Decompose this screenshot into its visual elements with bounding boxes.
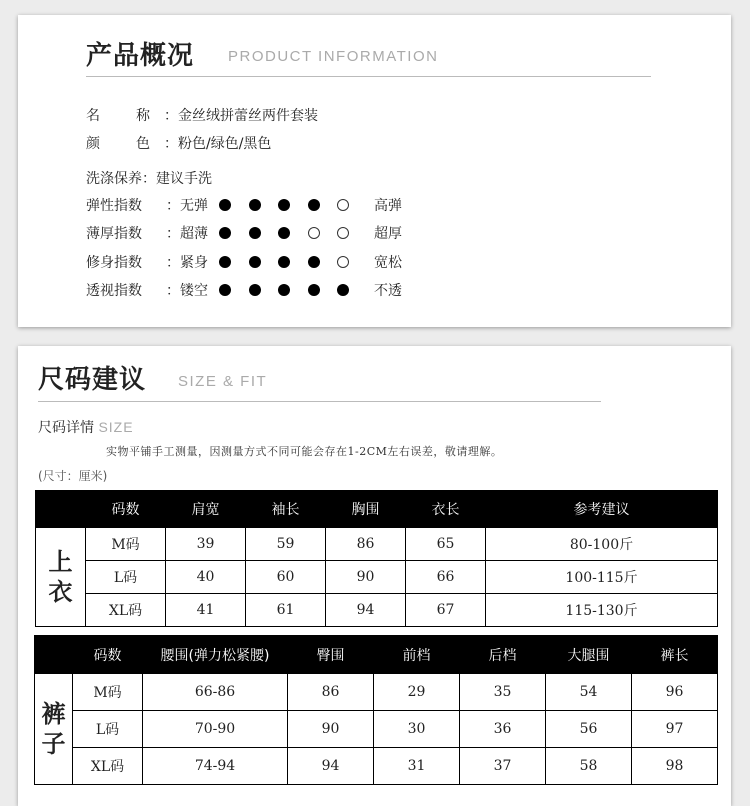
column-header: 衣长 bbox=[406, 491, 486, 528]
overview-divider bbox=[86, 76, 651, 77]
filled-dot-icon bbox=[308, 284, 320, 296]
color-label: 颜 色 bbox=[86, 136, 150, 152]
size-label-cell: M码 bbox=[86, 528, 166, 561]
column-header: 码数 bbox=[73, 636, 143, 674]
filled-dot-icon bbox=[308, 199, 320, 211]
table-row bbox=[35, 711, 718, 748]
column-header: 袖长 bbox=[246, 491, 326, 528]
empty-dot-icon bbox=[337, 256, 349, 268]
color-row bbox=[86, 134, 271, 154]
table-cell: 61 bbox=[246, 594, 326, 627]
table-cell: 56 bbox=[546, 711, 632, 748]
index-high-label: 超厚 bbox=[374, 226, 402, 242]
name-value: ：金丝绒拼蕾丝两件套装 bbox=[164, 108, 318, 124]
filled-dot-icon bbox=[249, 227, 261, 239]
table-cell: 60 bbox=[246, 561, 326, 594]
empty-dot-icon bbox=[337, 227, 349, 239]
index-low-label: ：无弹 bbox=[166, 198, 208, 214]
overview-title: 产品概况 bbox=[86, 41, 195, 71]
table-cell: 90 bbox=[326, 561, 406, 594]
table-cell: 31 bbox=[374, 748, 460, 785]
filled-dot-icon bbox=[249, 256, 261, 268]
name-label: 名 称 bbox=[86, 108, 150, 124]
filled-dot-icon bbox=[219, 199, 231, 211]
table-cell: 94 bbox=[326, 594, 406, 627]
size-label-cell: XL码 bbox=[86, 594, 166, 627]
size-detail-heading bbox=[38, 417, 134, 437]
size-label-cell: M码 bbox=[73, 674, 143, 711]
table-cell: 66-86 bbox=[143, 674, 288, 711]
column-header: 胸围 bbox=[326, 491, 406, 528]
filled-dot-icon bbox=[308, 256, 320, 268]
column-header: 臀围 bbox=[288, 636, 374, 674]
size-label-cell: XL码 bbox=[73, 748, 143, 785]
pants-size-table bbox=[34, 635, 718, 785]
table-cell: 66 bbox=[406, 561, 486, 594]
filled-dot-icon bbox=[249, 284, 261, 296]
category-label: 上 衣 bbox=[36, 528, 86, 627]
size-card bbox=[18, 346, 731, 806]
filled-dot-icon bbox=[278, 284, 290, 296]
table-cell: 41 bbox=[166, 594, 246, 627]
size-detail-cn: 尺码详情 bbox=[38, 420, 94, 436]
color-value: ：粉色/绿色/黑色 bbox=[164, 136, 272, 152]
filled-dot-icon bbox=[337, 284, 349, 296]
table-cell: 65 bbox=[406, 528, 486, 561]
table-cell: 86 bbox=[288, 674, 374, 711]
index-low-label: ：超薄 bbox=[166, 226, 208, 242]
table-row bbox=[35, 748, 718, 785]
filled-dot-icon bbox=[278, 227, 290, 239]
index-label: 修身指数 bbox=[86, 255, 142, 271]
column-header: 参考建议 bbox=[486, 491, 718, 528]
column-header: 肩宽 bbox=[166, 491, 246, 528]
index-label: 透视指数 bbox=[86, 283, 142, 299]
top-size-table bbox=[35, 490, 718, 627]
table-row bbox=[36, 561, 718, 594]
measurement-note: 实物平铺手工测量，因测量方式不同可能会存在1-2CM左右误差，敬请理解。 bbox=[106, 445, 503, 458]
table-cell: 36 bbox=[460, 711, 546, 748]
table-cell: 67 bbox=[406, 594, 486, 627]
table-cell: 86 bbox=[326, 528, 406, 561]
filled-dot-icon bbox=[219, 256, 231, 268]
index-low-label: ：镂空 bbox=[166, 283, 208, 299]
filled-dot-icon bbox=[219, 227, 231, 239]
table-cell: 29 bbox=[374, 674, 460, 711]
size-label-cell: L码 bbox=[73, 711, 143, 748]
filled-dot-icon bbox=[219, 284, 231, 296]
table-cell: 74-94 bbox=[143, 748, 288, 785]
column-header: 后档 bbox=[460, 636, 546, 674]
table-cell: 35 bbox=[460, 674, 546, 711]
filled-dot-icon bbox=[249, 199, 261, 211]
empty-dot-icon bbox=[308, 227, 320, 239]
header-corner bbox=[35, 636, 73, 674]
wash-label: 洗涤保养 bbox=[86, 171, 142, 187]
wash-row bbox=[86, 169, 212, 189]
filled-dot-icon bbox=[278, 256, 290, 268]
index-label: 弹性指数 bbox=[86, 198, 142, 214]
size-label-cell: L码 bbox=[86, 561, 166, 594]
table-header-row bbox=[36, 491, 718, 528]
table-cell: 115-130斤 bbox=[486, 594, 718, 627]
overview-title-en: PRODUCT INFORMATION bbox=[228, 48, 439, 65]
table-cell: 80-100斤 bbox=[486, 528, 718, 561]
table-cell: 70-90 bbox=[143, 711, 288, 748]
empty-dot-icon bbox=[337, 199, 349, 211]
product-overview-card bbox=[18, 15, 731, 327]
index-high-label: 宽松 bbox=[374, 255, 402, 271]
column-header: 大腿围 bbox=[546, 636, 632, 674]
index-high-label: 高弹 bbox=[374, 198, 402, 214]
name-row bbox=[86, 106, 318, 126]
table-cell: 30 bbox=[374, 711, 460, 748]
wash-value: ：建议手洗 bbox=[142, 171, 212, 187]
table-header-row bbox=[35, 636, 718, 674]
table-cell: 94 bbox=[288, 748, 374, 785]
table-cell: 96 bbox=[632, 674, 718, 711]
table-cell: 37 bbox=[460, 748, 546, 785]
header-corner bbox=[36, 491, 86, 528]
table-row bbox=[36, 594, 718, 627]
table-cell: 90 bbox=[288, 711, 374, 748]
table-cell: 39 bbox=[166, 528, 246, 561]
column-header: 裤长 bbox=[632, 636, 718, 674]
column-header: 前档 bbox=[374, 636, 460, 674]
table-row bbox=[36, 528, 718, 561]
table-cell: 40 bbox=[166, 561, 246, 594]
table-cell: 97 bbox=[632, 711, 718, 748]
table-cell: 54 bbox=[546, 674, 632, 711]
size-detail-en: SIZE bbox=[98, 419, 134, 435]
column-header: 腰围(弹力松紧腰) bbox=[143, 636, 288, 674]
table-cell: 98 bbox=[632, 748, 718, 785]
index-label: 薄厚指数 bbox=[86, 226, 142, 242]
category-label: 裤 子 bbox=[35, 674, 73, 785]
unit-label: (尺寸：厘米) bbox=[38, 469, 108, 483]
table-cell: 59 bbox=[246, 528, 326, 561]
table-cell: 58 bbox=[546, 748, 632, 785]
filled-dot-icon bbox=[278, 199, 290, 211]
column-header: 码数 bbox=[86, 491, 166, 528]
table-cell: 100-115斤 bbox=[486, 561, 718, 594]
table-row bbox=[35, 674, 718, 711]
size-title-en: SIZE & FIT bbox=[178, 373, 268, 390]
index-low-label: ：紧身 bbox=[166, 255, 208, 271]
size-title: 尺码建议 bbox=[38, 365, 147, 395]
size-divider bbox=[38, 401, 601, 402]
index-high-label: 不透 bbox=[374, 283, 402, 299]
